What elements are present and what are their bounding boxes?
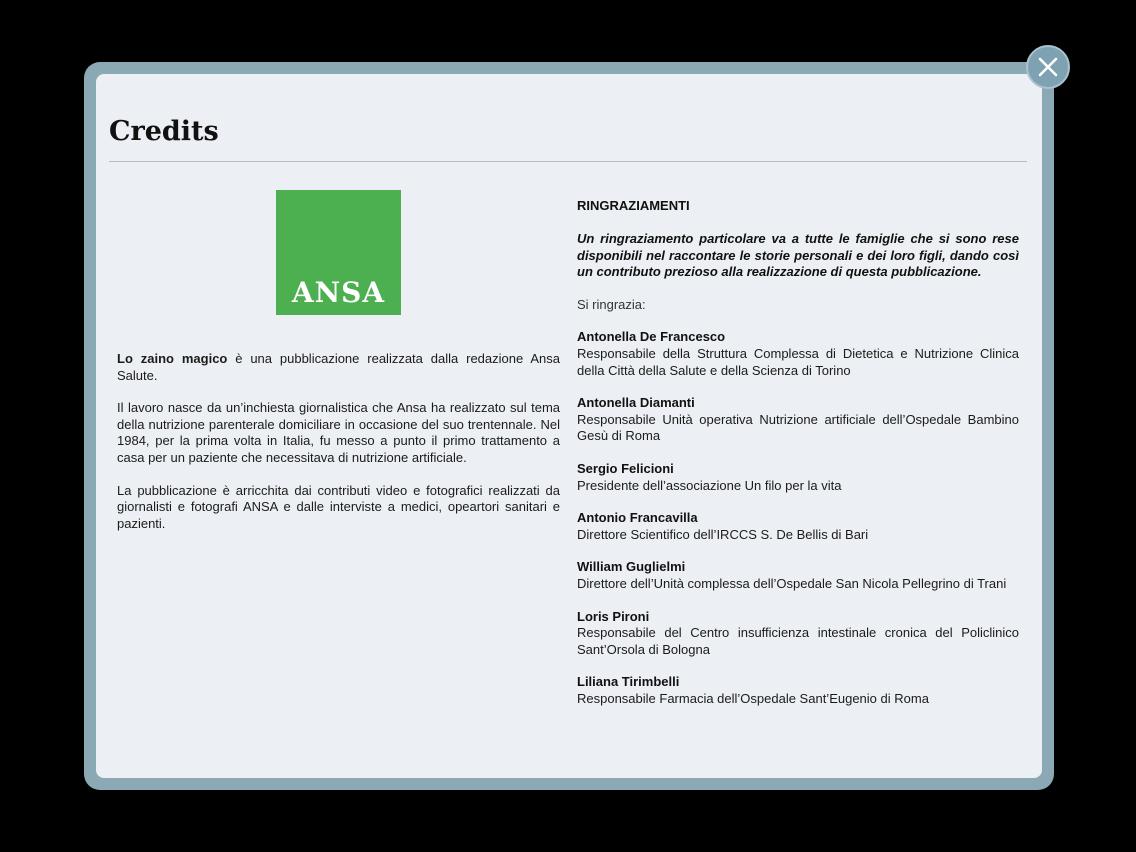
credit-name: Antonella Diamanti bbox=[577, 395, 695, 411]
thanks-paragraph: Un ringraziamento particolare va a tutte le famiglie che si sono rese disponibili nel raccontare le storie personali e dei loro figli, dando così un contributo prezioso alla realizzazione di questa pubblicazione. bbox=[577, 231, 1019, 280]
title-divider bbox=[109, 161, 1027, 162]
credits-panel bbox=[96, 74, 1042, 778]
credit-role: Responsabile Farmacia dell’Ospedale Sant’Eugenio di Roma bbox=[577, 690, 929, 706]
intro-text: è una pubblicazione realizzata dalla redazione Ansa Salute. bbox=[117, 351, 560, 383]
project-paragraph: Il lavoro nasce da un’inchiesta giornalistica che Ansa ha realizzato sul tema della nutrizione parenterale domiciliare in occasione del suo trentennale. Nel 1984, per la prima volta in Italia, fu messo a punto il primo trattamento a casa per un paziente che necessitava di nutrizione artificiale. bbox=[117, 400, 560, 465]
credit-entry bbox=[577, 510, 1019, 543]
page-title: Credits bbox=[109, 116, 219, 147]
credit-entry bbox=[577, 461, 1019, 494]
credit-name: Antonio Francavilla bbox=[577, 510, 698, 526]
credit-role: Responsabile del Centro insufficienza intestinale cronica del Policlinico Sant’Orsola di Bologna bbox=[577, 625, 1019, 657]
credit-entry bbox=[577, 609, 1019, 659]
credit-name: Loris Pironi bbox=[577, 608, 650, 624]
credit-role: Responsabile della Struttura Complessa di Dietetica e Nutrizione Clinica della Città della Salute e della Scienza di Torino bbox=[577, 345, 1019, 378]
credit-name: Antonella De Francesco bbox=[577, 329, 726, 345]
credits-modal bbox=[84, 62, 1054, 790]
credit-entry bbox=[577, 395, 1019, 445]
ansa-logo bbox=[276, 190, 401, 315]
credit-role: Direttore Scientifico dell’IRCCS S. De Bellis di Bari bbox=[577, 526, 869, 542]
credit-role: Direttore dell’Unità complessa dell’Ospedale San Nicola Pellegrino di Trani bbox=[577, 575, 1007, 591]
credit-role: Presidente dell’associazione Un filo per la vita bbox=[577, 477, 842, 493]
credit-role: Responsabile Unità operativa Nutrizione artificiale dell’Ospedale Bambino Gesù di Roma bbox=[577, 411, 1019, 444]
intro-title: Lo zaino magico bbox=[117, 351, 228, 366]
close-icon bbox=[1037, 56, 1059, 78]
credit-entry bbox=[577, 559, 1019, 592]
contributions-paragraph: La pubblicazione è arricchita dai contributi video e fotografici realizzati da giornalisti e fotografi ANSA e dalle interviste a medici, opeartori sanitari e pazienti. bbox=[117, 482, 560, 531]
credit-entry bbox=[577, 674, 1019, 707]
credit-entry bbox=[577, 329, 1019, 379]
right-column bbox=[577, 198, 1019, 723]
credit-name: Liliana Tirimbelli bbox=[577, 674, 680, 690]
credit-name: Sergio Felicioni bbox=[577, 460, 674, 476]
ansa-logo-text: ANSA bbox=[291, 276, 386, 309]
intro-paragraph bbox=[117, 351, 560, 384]
thanks-intro: Si ringrazia: bbox=[577, 296, 646, 312]
credit-name: William Guglielmi bbox=[577, 559, 686, 575]
left-column bbox=[117, 190, 560, 548]
close-button[interactable] bbox=[1026, 45, 1070, 89]
acknowledgements-heading: RINGRAZIAMENTI bbox=[577, 198, 690, 213]
